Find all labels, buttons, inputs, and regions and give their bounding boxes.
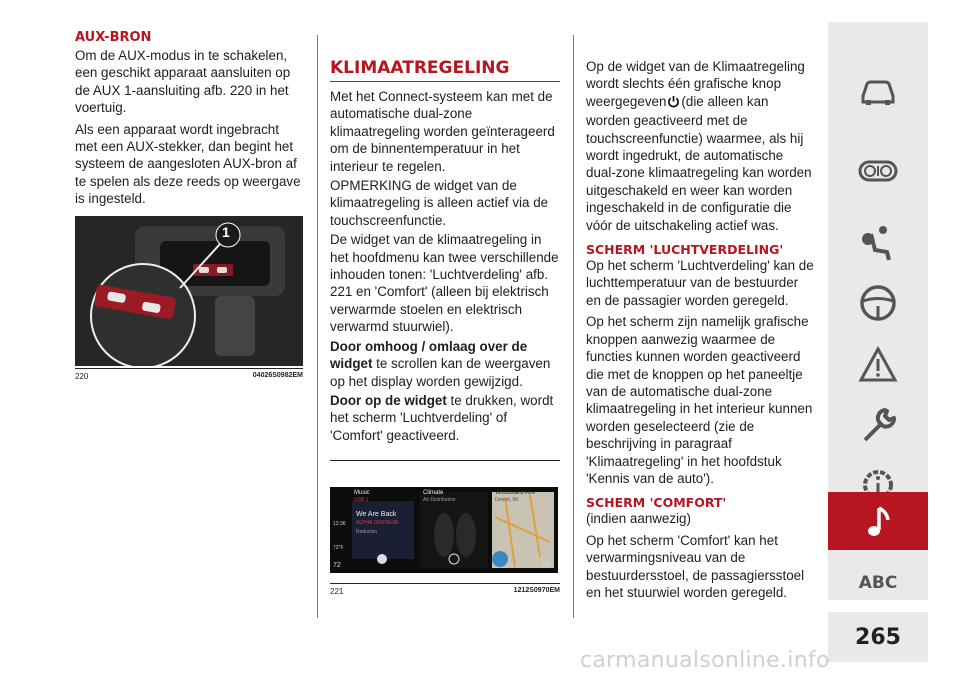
car-icon[interactable] — [828, 62, 928, 120]
klimaat-note: OPMERKING de widget van de klimaatregeling is alleen actief via de touchscreenfunctie. — [330, 178, 549, 228]
figure-top-rule — [330, 460, 560, 461]
screen-nav-label: Woodward Ave — [495, 490, 536, 497]
press-bold: Door op de widget — [330, 392, 447, 408]
infotainment-screen-image — [330, 487, 558, 573]
chapter-sidebar — [828, 22, 928, 600]
screen-time: 12:36 — [333, 521, 346, 528]
figure-number: 221 — [330, 587, 344, 597]
widget-paragraph — [586, 58, 814, 234]
screen-temp-right: 72 — [542, 562, 550, 570]
screen-temp-out: 72°F — [333, 545, 344, 552]
power-icon — [667, 95, 680, 112]
scroll-bold: Door omhoog / omlaag over de widget — [330, 338, 528, 372]
abc-index-icon[interactable] — [828, 554, 928, 612]
press-text: te drukken, wordt het scherm 'Luchtverdeling' of 'Comfort' geactiveerd. — [330, 392, 554, 443]
aux-heading: AUX-BRON — [75, 30, 152, 45]
heading-rule — [330, 81, 560, 82]
klimaat-paragraph-1: Met het Connect-systeem kan met de automatische dual-zone klimaatregeling worden geïnterageerd om de binnentemperatuur in het interieur te regelen. — [330, 89, 555, 174]
screen-song: We Are Back — [356, 511, 397, 519]
column-schermen — [586, 0, 814, 601]
screen-nav-sub: Detroit, MI — [495, 497, 519, 504]
figure-caption-221 — [330, 583, 560, 596]
comfort-heading: SCHERM 'COMFORT' — [586, 495, 727, 511]
airbag-seat-icon[interactable] — [828, 214, 928, 272]
screen-music-sub: USB 1 — [354, 497, 369, 504]
screen-artist: ALPHA CENTAURI — [356, 520, 399, 527]
scroll-text: te scrollen kan de weergaven op het display worden gewijzigd. — [330, 356, 551, 389]
page-number: 265 — [828, 612, 928, 662]
comfort-note: (indien aanwezig) — [586, 511, 691, 527]
figure-code: 04026S0982EM — [252, 371, 303, 379]
column-klimaat — [330, 0, 560, 596]
screen-music-label: Music — [354, 490, 370, 497]
screen-climate-sub: Air Distribution — [423, 497, 456, 504]
figure-code: 1212S0970EM — [513, 587, 560, 595]
widget-text-a: Op de widget van de Klimaatregeling wordt slechts één grafische knop weergegeven — [586, 59, 805, 109]
klimaat-paragraph-3: De widget van de klimaatregeling in het hoofdmenu kan twee verschillende inhouden tonen: 'Luchtverdeling' afb. 221 en 'Comfort' (alleen bij elektrisch verwarmde stoelen en elektrisch verwarmd stuurwiel). — [330, 232, 559, 335]
callout-number: 1 — [222, 223, 230, 240]
wrench-icon[interactable] — [828, 396, 928, 454]
screen-extra: Reduxion — [356, 529, 378, 536]
watermark: carmanualsonline.info — [580, 648, 830, 673]
aux-paragraph-2: Als een apparaat wordt ingebracht met een AUX-stekker, dan begint het systeem de aangesloten AUX-bron af te spelen als deze reeds op weergave is ingesteld. — [75, 121, 301, 207]
column-divider — [317, 35, 318, 618]
klimaat-press-instruction — [330, 392, 560, 444]
klimaat-scroll-instruction — [330, 338, 560, 390]
luchtverdeling-paragraph-2: Op het scherm zijn namelijk grafische knoppen aanwezig waarmee de functies kunnen worden geactiveerd die met de knoppen op het paneeltje van de automatische dual-zone klimaatregeling in het interieur kunnen worden geselecteerd (zie de beschrijving in paragraaf 'Klimaatregeling' in het hoofdstuk 'Kennis van de auto'). — [586, 314, 813, 486]
comfort-paragraph: Op het scherm 'Comfort' kan het verwarmingsniveau van de bestuurdersstoel, de passagiersstoel en het stuurwiel worden geregeld. — [586, 532, 805, 600]
figure-caption-220 — [75, 368, 303, 381]
column-divider — [573, 35, 574, 618]
steering-wheel-icon[interactable] — [828, 274, 928, 332]
luchtverdeling-paragraph-1: Op het scherm 'Luchtverdeling' kan de luchttemperatuur van de bestuurder en de passagier worden geregeld. — [586, 258, 814, 308]
aux-paragraph-1: Om de AUX-modus in te schakelen, een geschikt apparaat aansluiten op de AUX 1-aansluiting afb. 220 in het voertuig. — [75, 48, 291, 116]
music-note-icon[interactable] — [828, 492, 928, 550]
luchtverdeling-heading: SCHERM 'LUCHTVERDELING' — [586, 242, 784, 258]
figure-number: 220 — [75, 371, 89, 381]
dashboard-gauges-icon[interactable] — [828, 142, 928, 200]
klimaat-heading: KLIMAATREGELING — [330, 58, 510, 78]
column-aux — [75, 0, 303, 381]
abc-label: ABC — [858, 573, 898, 593]
widget-text-b: (die alleen kan worden geactiveerd met de touchscreenfunctie) waarmee, als hij wordt ingedrukt, de automatische dual-zone klimaatregeling kan worden uitgeschakeld en weer kan worden ingeschakeld in de configuratie die vóór de uitschakeling actief was. — [586, 93, 812, 233]
screen-temp-left: 72 — [333, 562, 341, 570]
warning-triangle-icon[interactable] — [828, 336, 928, 394]
screen-climate-label: Climate — [423, 490, 444, 497]
aux-port-photo — [75, 216, 303, 366]
